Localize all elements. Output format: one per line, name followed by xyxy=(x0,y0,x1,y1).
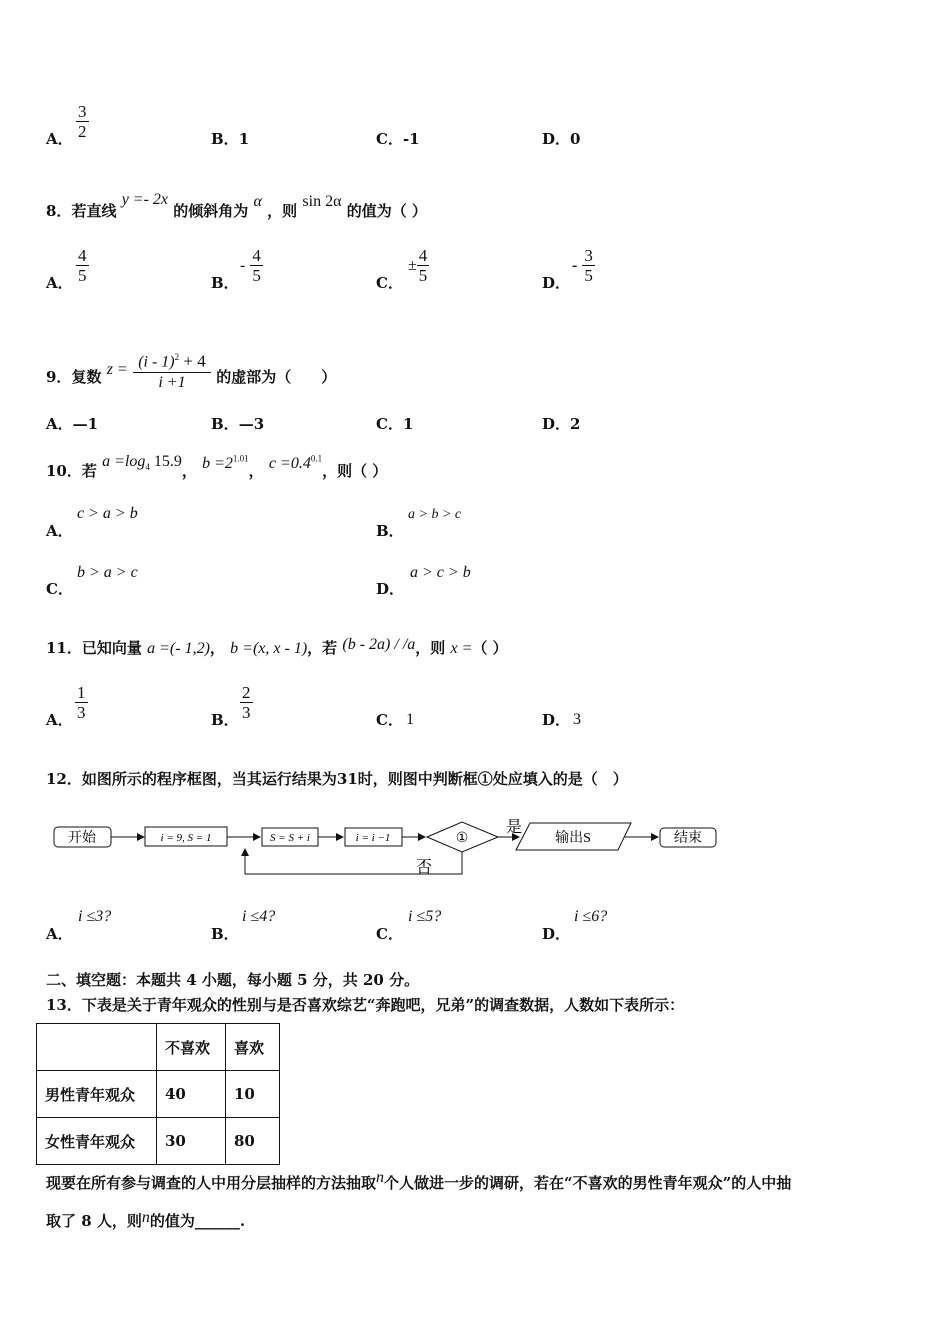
table-row xyxy=(37,1118,280,1165)
q12-option-b-label: B． xyxy=(211,925,239,943)
q10-b-def: $b =2^{1.01}$ xyxy=(202,453,249,472)
q12-stem: 12．如图所示的程序框图，当其运行结果为31时，则图中判断框①处应填入的是（ ） xyxy=(46,770,628,788)
q7-option-c: C．-1 xyxy=(376,130,420,148)
q11-option-a-value: $\frac{1}{3}$ xyxy=(77,683,86,722)
q8-equation: y =- 2x xyxy=(121,191,169,208)
q11-option-d-value: 3 xyxy=(573,711,581,728)
q8-option-b-label: B． xyxy=(211,274,239,292)
q8-option-b-value: - $\frac{4}{5}$ xyxy=(240,246,261,285)
q10-option-a-value: c > a > b xyxy=(77,505,138,522)
q7-option-a-label: A． xyxy=(46,130,73,148)
q11-vector-b: b =(x, x - 1) xyxy=(230,640,308,657)
table-header: 喜欢 xyxy=(226,1024,280,1071)
q10-option-a-label: A． xyxy=(46,522,73,540)
flow-no-label: 否 xyxy=(415,859,433,876)
q12-option-d-value: i ≤6? xyxy=(574,908,608,925)
section-heading: 二、填空题：本题共 4 小题，每小题 5 分，共 20 分。 xyxy=(46,971,420,989)
table-cell: 40 xyxy=(157,1071,226,1118)
q8-sin: sin 2α xyxy=(302,193,342,210)
survey-table xyxy=(36,1023,280,1165)
table-header: 不喜欢 xyxy=(157,1024,226,1071)
q9-fraction: $\frac{(i - 1)^2 + 4}{i +1}$ xyxy=(133,348,211,392)
q8-option-a-label: A． xyxy=(46,274,73,292)
q9-option-b: B．—3 xyxy=(211,415,265,433)
q8-option-c-label: C． xyxy=(376,274,403,292)
q11-option-b-label: B． xyxy=(211,711,239,729)
q7-option-b: B．1 xyxy=(211,130,250,148)
table-cell: 30 xyxy=(157,1118,226,1165)
q13-intro: 13．下表是关于青年观众的性别与是否喜欢综艺“奔跑吧，兄弟”的调查数据，人数如下表所示： xyxy=(46,996,685,1014)
q11-option-c-label: C． xyxy=(376,711,403,729)
flow-dec-label: i = i −1 xyxy=(355,832,391,844)
q12-option-d-label: D． xyxy=(542,925,571,943)
q12-option-c-label: C． xyxy=(376,925,403,943)
q8-option-c-value: ± $\frac{4}{5}$ xyxy=(408,246,428,285)
table-cell xyxy=(37,1024,157,1071)
fraction-denominator: 2 xyxy=(78,122,87,141)
table-cell: 男性青年观众 xyxy=(37,1071,157,1118)
q12-option-a-label: A． xyxy=(46,925,73,943)
q10-option-c-value: b > a > c xyxy=(77,564,138,581)
table-cell: 10 xyxy=(226,1071,280,1118)
q10-option-b-label: B． xyxy=(376,522,404,540)
q9-z: z = xyxy=(106,360,128,378)
fraction-numerator: 3 xyxy=(78,102,87,121)
q13-n-var: n xyxy=(141,1209,150,1226)
q9-stem: 9．复数 z = $\frac{(i - 1)^2 + 4}{i +1}$ 的虚部为（ ） xyxy=(46,356,336,400)
table-header-row xyxy=(37,1024,280,1071)
q8-option-d-label: D． xyxy=(542,274,571,292)
q11-option-c-value: 1 xyxy=(406,711,414,728)
q13-text-line1: 现要在所有参与调查的人中用分层抽样的方法抽取n个人做进一步的调研，若在“不喜欢的男性青年观众”的人中抽 xyxy=(46,1169,792,1192)
flow-sum-label: S = S + i xyxy=(270,832,310,844)
q10-stem: 10．若 $a =\log_4$ 15.9， $b =2^{1.01}$， $c =0.4^{0.1}$，则（ ） xyxy=(46,453,388,480)
flow-init-label: i = 9, S = 1 xyxy=(160,832,212,844)
q13-n-var: n xyxy=(376,1169,385,1186)
q8-option-d-value: - $\frac{3}{5}$ xyxy=(572,246,593,285)
q10-option-c-label: C． xyxy=(46,580,73,598)
q8-stem: 8．若直线 y =- 2x 的倾斜角为 α ，则 sin 2α 的值为（ ） xyxy=(46,191,427,220)
q11-option-d-label: D． xyxy=(542,711,571,729)
q8-alpha: α xyxy=(253,193,262,210)
q10-option-b-value: a > b > c xyxy=(408,507,462,522)
q10-option-d-label: D． xyxy=(376,580,405,598)
q11-vector-a: a =(- 1,2) xyxy=(147,640,210,657)
flow-end-label: 结束 xyxy=(674,831,702,846)
flow-start-label: 开始 xyxy=(68,831,96,846)
flow-decision-label: ① xyxy=(455,831,469,846)
flow-yes-label: 是 xyxy=(505,819,523,836)
q11-option-a-label: A． xyxy=(46,711,73,729)
q9-option-d: D．2 xyxy=(542,415,581,433)
q8-option-a-value: $\frac{4}{5}$ xyxy=(78,246,87,285)
q11-stem: 11．已知向量 a =(- 1,2)， b =(x, x - 1)，若 (b - 2a) / /a，则 x =（ ） xyxy=(46,636,508,657)
q12-option-b-value: i ≤4? xyxy=(242,908,276,925)
q10-option-d-value: a > c > b xyxy=(410,564,471,581)
q7-option-d: D．0 xyxy=(542,130,581,148)
q12-option-c-value: i ≤5? xyxy=(408,908,442,925)
q11-condition: (b - 2a) / /a xyxy=(342,636,416,653)
table-cell: 女性青年观众 xyxy=(37,1118,157,1165)
q9-option-a: A．—1 xyxy=(46,415,99,433)
q11-option-b-value: $\frac{2}{3}$ xyxy=(242,683,251,722)
q13-text-line2: 取了 8 人，则n的值为______. xyxy=(46,1209,246,1230)
q11-x-eq: x = xyxy=(450,640,473,657)
q9-option-c: C．1 xyxy=(376,415,414,433)
flow-output-label: 输出S xyxy=(555,831,591,846)
q10-a-def: $a =\log_4$ 15.9 xyxy=(102,453,182,473)
q10-c-def: $c =0.4^{0.1}$ xyxy=(268,453,323,472)
q12-option-a-value: i ≤3? xyxy=(78,908,112,925)
table-cell: 80 xyxy=(226,1118,280,1165)
table-row xyxy=(37,1071,280,1118)
